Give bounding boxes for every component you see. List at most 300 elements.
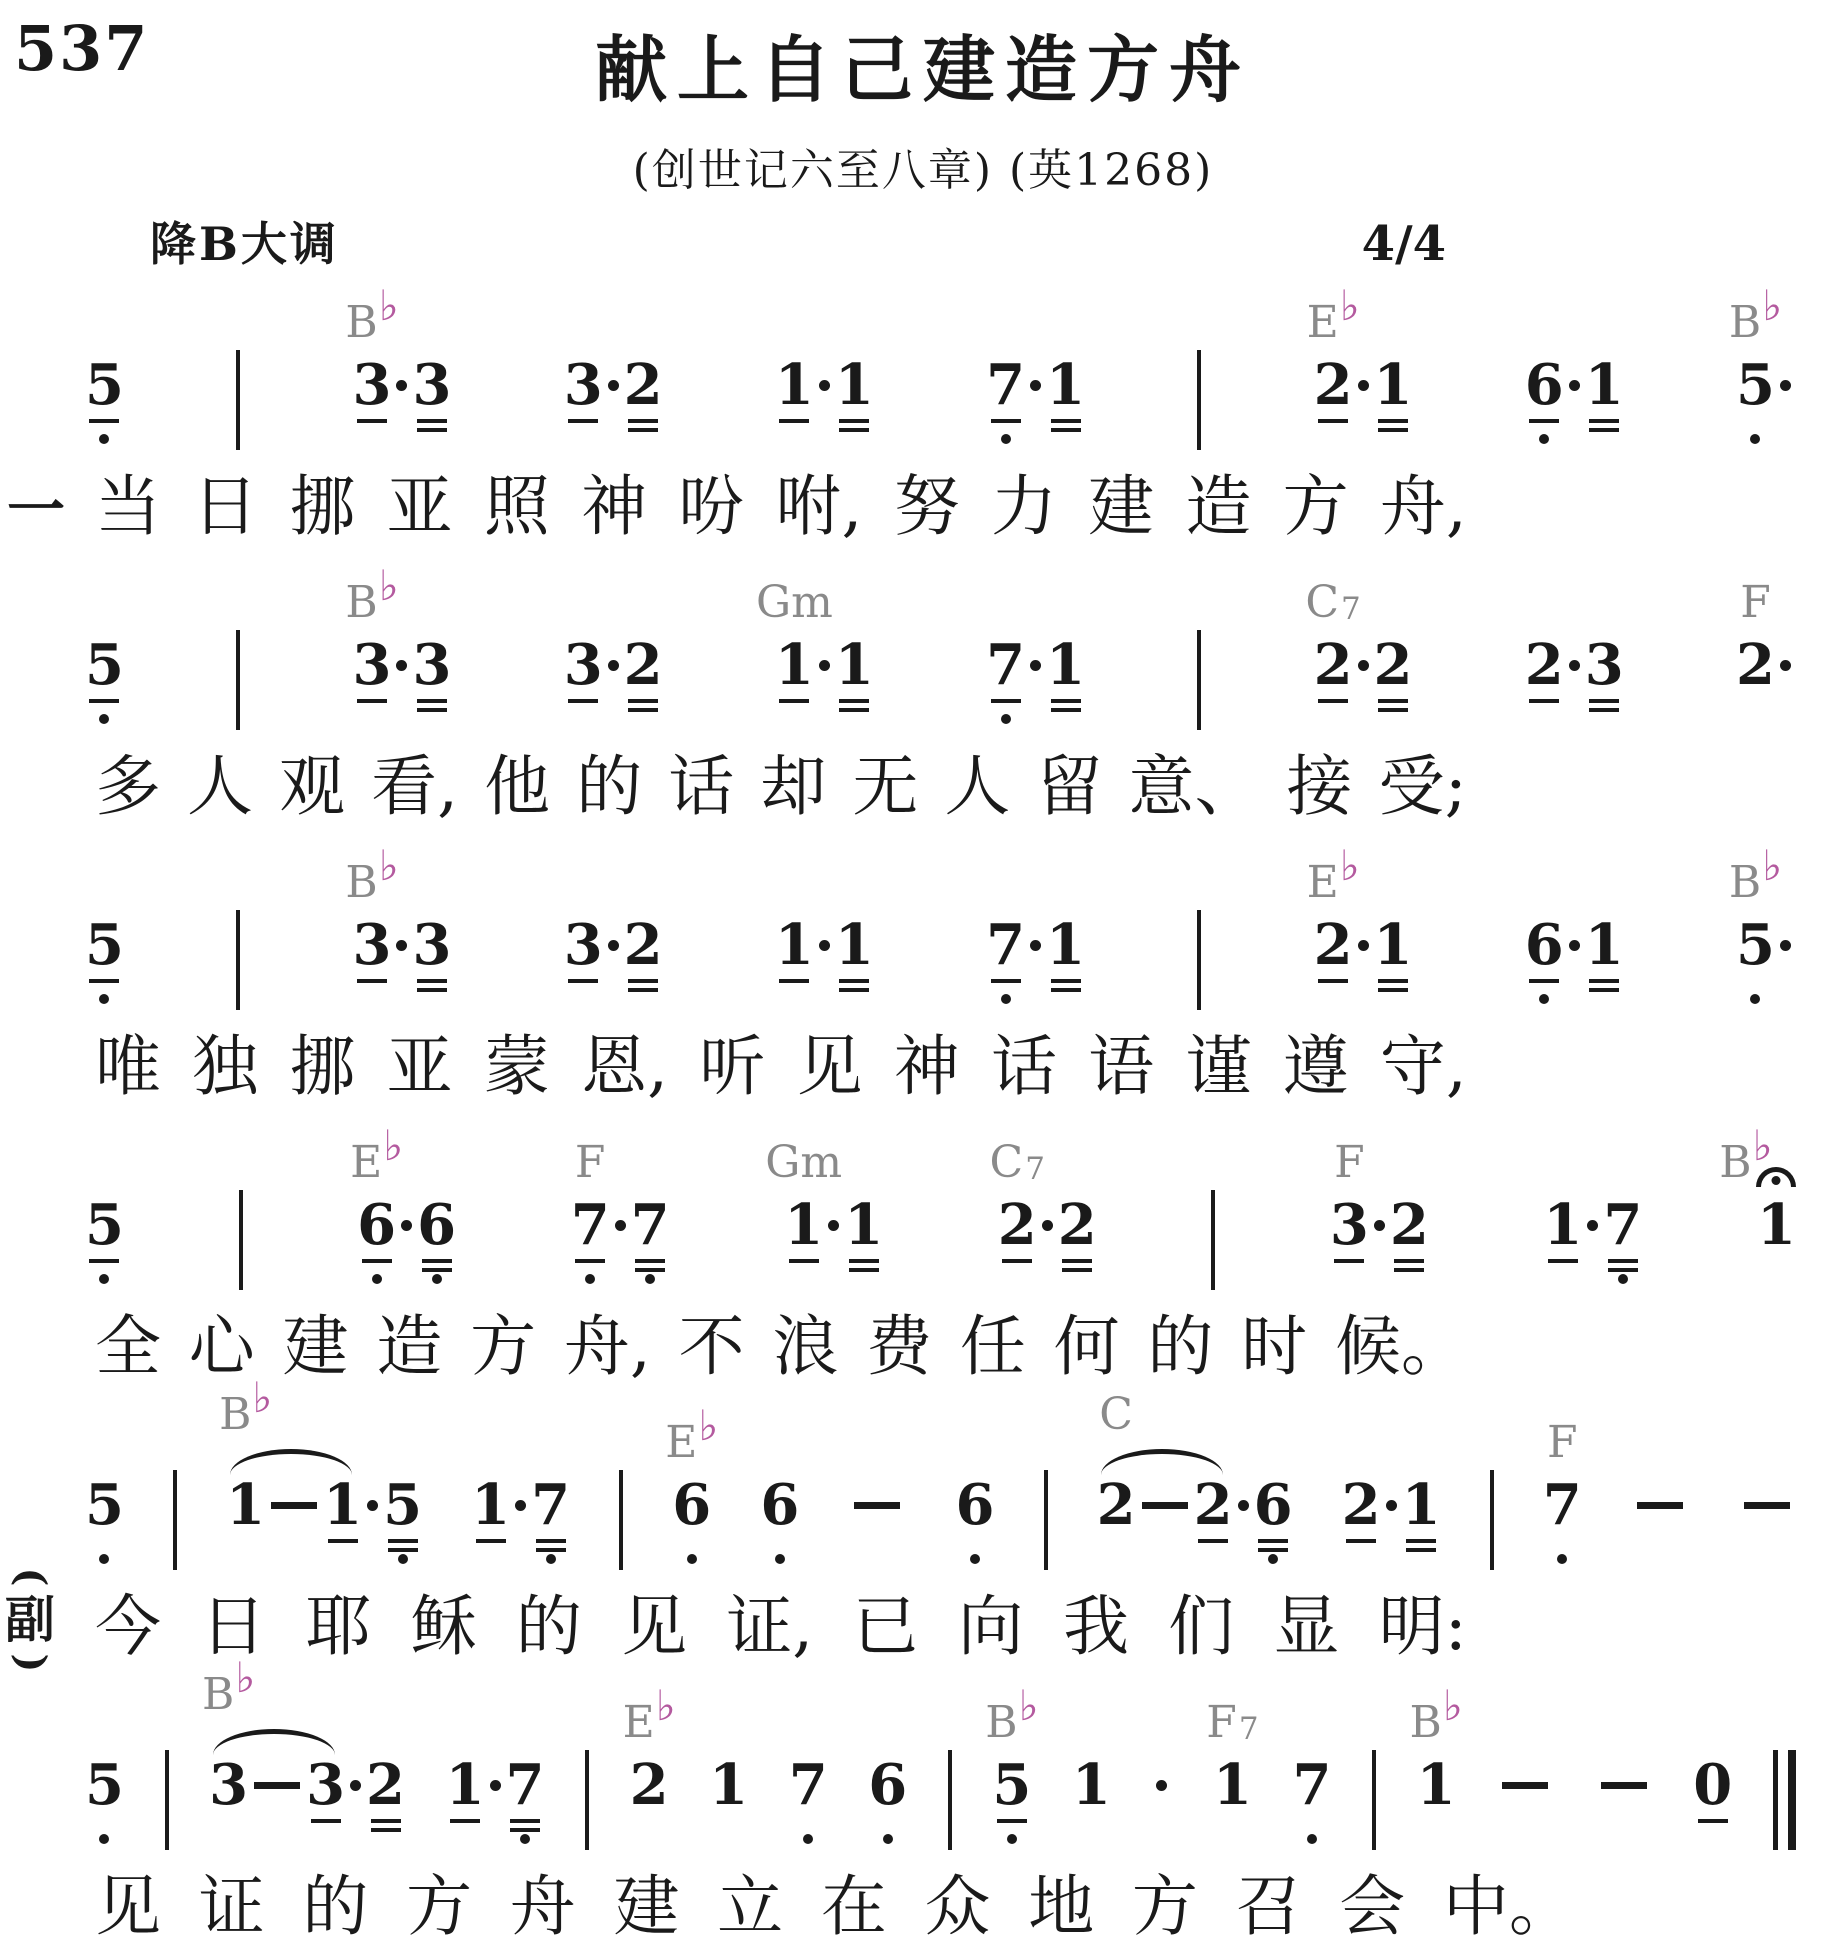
note-digit: 3 xyxy=(352,631,392,698)
tie-arc xyxy=(213,1729,335,1755)
lyric-char: 独 xyxy=(192,1027,259,1105)
note-group xyxy=(345,840,452,1006)
octave-dot-area xyxy=(99,1832,109,1846)
note-digit: 1 xyxy=(774,631,814,698)
chord-root: F xyxy=(1547,1416,1578,1468)
underline-area xyxy=(371,1813,401,1832)
underline-area xyxy=(1051,693,1081,712)
underline-area xyxy=(1548,1253,1578,1272)
underline-area xyxy=(991,413,1021,432)
duration-underline xyxy=(635,1259,665,1263)
lyric-char: 的 xyxy=(302,1867,369,1945)
duration-underline xyxy=(417,428,447,432)
lyric-char: 会 xyxy=(1339,1867,1406,1945)
note-3 xyxy=(202,1652,256,1846)
low-octave-dot xyxy=(99,714,109,724)
underline-area xyxy=(628,693,658,712)
augmentation-dot xyxy=(396,380,407,391)
lyric-char: 挪 xyxy=(289,468,356,545)
chord-label xyxy=(345,281,399,348)
low-octave-dot xyxy=(883,1834,893,1844)
note-2 xyxy=(1389,1191,1429,1286)
barline xyxy=(239,1190,243,1290)
duration-underline xyxy=(839,708,869,712)
note-1 xyxy=(1719,1120,1796,1286)
note-7 xyxy=(986,911,1026,1006)
lyric-char: 浪 xyxy=(772,1307,839,1385)
low-octave-dot xyxy=(99,1274,109,1284)
augmentation-dot xyxy=(1587,1220,1598,1231)
note-digit: 2 xyxy=(1313,911,1353,978)
hymn-title: 献上自己建造方舟 xyxy=(594,27,1251,112)
underline-area xyxy=(1529,693,1559,712)
duration-underline xyxy=(357,419,387,423)
lyric-char: 日 xyxy=(192,468,259,545)
duration-underline xyxy=(1589,979,1619,983)
key-time-row xyxy=(150,208,1446,274)
duration-dash xyxy=(1142,1502,1188,1509)
note-7 xyxy=(570,1136,610,1286)
flat-icon: ♭ xyxy=(378,560,399,610)
duration-underline xyxy=(311,1819,341,1823)
lyric-char: 话 xyxy=(990,1027,1057,1105)
lyric-char: 的 xyxy=(515,1587,582,1665)
underline-area xyxy=(789,1253,819,1272)
note-digit: 2 xyxy=(1313,352,1353,418)
lyric-char: 人 xyxy=(944,747,1011,825)
augmentation-dot xyxy=(1374,1220,1385,1231)
note-2 xyxy=(1057,1191,1097,1286)
augmentation-dot xyxy=(1238,1500,1249,1511)
note-group xyxy=(202,1652,405,1846)
note-1 xyxy=(774,911,814,1006)
note-group xyxy=(445,1751,545,1846)
lyrics-line-5 xyxy=(5,1567,1467,1673)
octave-dot-area xyxy=(775,1552,785,1566)
note-group xyxy=(755,576,874,726)
chorus-label: 副 xyxy=(5,1589,55,1649)
note-3 xyxy=(563,631,603,726)
note-digit: 5 xyxy=(85,1191,124,1258)
lyric-char: 他 xyxy=(484,747,551,825)
barline xyxy=(1044,1470,1048,1570)
note-digit: 1 xyxy=(471,1471,511,1538)
note-group xyxy=(563,631,663,726)
underline-area xyxy=(1198,1533,1228,1552)
underline-area xyxy=(1062,1253,1092,1272)
duration-underline xyxy=(1051,708,1081,712)
octave-dot-area xyxy=(1539,432,1549,446)
lyric-char: 我 xyxy=(1062,1587,1129,1665)
chord-root: E xyxy=(665,1416,698,1468)
underline-area xyxy=(1318,973,1348,992)
duration-underline xyxy=(1406,1539,1436,1543)
note-1 xyxy=(1373,352,1413,446)
duration-underline xyxy=(1589,419,1619,423)
lyric-char: 时 xyxy=(1241,1307,1308,1385)
note-3 xyxy=(563,352,603,446)
chord-root: B xyxy=(1728,297,1762,348)
underline-area xyxy=(1318,693,1348,712)
note-group xyxy=(1305,576,1413,726)
underline-area xyxy=(839,413,869,432)
duration-underline xyxy=(628,988,658,992)
note-1 xyxy=(445,1751,485,1846)
lyric-char: 舟, xyxy=(563,1307,651,1385)
duration-underline xyxy=(1378,988,1408,992)
duration-underline xyxy=(1318,979,1348,983)
note-digit: 2 xyxy=(629,1751,669,1818)
chord-seventh: 7 xyxy=(1238,1710,1259,1747)
note-1 xyxy=(1584,911,1624,1006)
note-digit: 5 xyxy=(85,911,124,978)
duration-underline xyxy=(1608,1259,1638,1263)
augmentation-dot xyxy=(1156,1780,1167,1791)
octave-dot-area xyxy=(687,1552,697,1566)
lyric-char: 听 xyxy=(699,1027,766,1105)
chord-label xyxy=(1728,281,1783,348)
augmentation-dot xyxy=(1030,660,1041,671)
lyric-char: 造 xyxy=(1185,468,1252,545)
duration-dash xyxy=(271,1502,317,1509)
note-2 xyxy=(1305,576,1361,726)
chord-root: B xyxy=(1719,1136,1752,1188)
chord-label xyxy=(345,560,399,628)
note-group xyxy=(1524,631,1624,726)
duration-underline xyxy=(991,699,1021,703)
underline-area xyxy=(1378,693,1408,712)
flat-icon: ♭ xyxy=(235,1652,256,1702)
lyrics-line-3 xyxy=(95,1027,1467,1105)
chord-root: B xyxy=(202,1668,235,1720)
note-1 xyxy=(1543,1191,1583,1286)
duration-underline xyxy=(1529,699,1559,703)
duration-underline xyxy=(628,708,658,712)
underline-area xyxy=(536,1533,566,1552)
lyric-char: 费 xyxy=(866,1307,933,1385)
duration-dash xyxy=(854,1502,900,1509)
chord-label xyxy=(1305,576,1361,628)
chord-root: Gm xyxy=(755,576,833,628)
music-line-5 xyxy=(0,1372,1846,1566)
underline-area xyxy=(362,1253,392,1272)
note-0 xyxy=(1693,1751,1733,1846)
note-digit: 1 xyxy=(226,1471,266,1538)
note-digit: 6 xyxy=(1253,1471,1293,1538)
octave-dot-area xyxy=(1557,1552,1567,1566)
note-digit: 5 xyxy=(85,1751,124,1818)
duration-underline xyxy=(89,1259,119,1263)
note-digit: 1 xyxy=(1543,1191,1583,1258)
underline-area xyxy=(417,973,447,992)
note-digit: 1 xyxy=(1071,1751,1111,1818)
lyric-char: 在 xyxy=(820,1867,887,1945)
augmentation-dot xyxy=(1780,660,1791,671)
chord-root: Gm xyxy=(765,1136,843,1188)
note-1 xyxy=(1409,1680,1463,1846)
note-group xyxy=(1096,1388,1293,1566)
note-digit: 2 xyxy=(1057,1191,1097,1258)
note-digit: 1 xyxy=(1212,1751,1252,1818)
underline-area xyxy=(997,1813,1027,1832)
chord-label xyxy=(1740,576,1771,628)
flat-icon: ♭ xyxy=(1018,1680,1039,1730)
low-octave-dot xyxy=(1618,1274,1628,1284)
chord-root: F xyxy=(1206,1696,1237,1748)
duration-underline xyxy=(1258,1539,1288,1543)
augmentation-dot xyxy=(1569,380,1580,391)
note-digit: 3 xyxy=(306,1751,346,1818)
note-5 xyxy=(1728,840,1783,1006)
note-group xyxy=(986,911,1086,1006)
lyric-char: 不 xyxy=(678,1307,745,1385)
note-2 xyxy=(1735,576,1775,726)
hymn-number: 537 xyxy=(14,12,150,85)
note-2 xyxy=(1306,840,1360,1006)
low-octave-dot xyxy=(99,1834,109,1844)
octave-dot-area xyxy=(99,992,109,1006)
note-group xyxy=(774,911,874,1006)
barline xyxy=(1372,1750,1376,1850)
low-octave-dot xyxy=(99,1554,109,1564)
note-digit: 3 xyxy=(1584,631,1624,698)
note-group xyxy=(563,352,663,446)
lyric-char: 建 xyxy=(613,1867,680,1945)
note-1 xyxy=(774,352,814,446)
system-4 xyxy=(0,1114,1846,1384)
note-1 xyxy=(1584,352,1624,446)
note-digit: 5 xyxy=(1735,911,1775,978)
note-digit: 7 xyxy=(570,1191,610,1258)
lyric-char: 日 xyxy=(200,1587,267,1665)
low-octave-dot xyxy=(775,1554,785,1564)
barline xyxy=(948,1750,952,1850)
lyric-char: 遵 xyxy=(1282,1027,1349,1105)
underline-area xyxy=(779,693,809,712)
lyric-char: 见 xyxy=(621,1587,688,1665)
octave-dot-area xyxy=(1750,992,1760,1006)
lyric-char: 无 xyxy=(852,747,919,825)
underline-area xyxy=(357,973,387,992)
note-group xyxy=(1306,840,1413,1006)
duration-underline xyxy=(1394,1268,1424,1272)
duration-underline xyxy=(779,979,809,983)
duration-underline xyxy=(628,979,658,983)
chorus-paren-close: ) xyxy=(7,1653,54,1673)
chord-label xyxy=(202,1652,256,1720)
note-1 xyxy=(834,911,874,1006)
augmentation-dot xyxy=(1358,940,1369,951)
augmentation-dot xyxy=(396,660,407,671)
duration-underline xyxy=(371,1828,401,1832)
lyric-char: 话 xyxy=(668,747,735,825)
note-group xyxy=(1524,352,1624,446)
note-digit: 2 xyxy=(1193,1471,1233,1538)
augmentation-dot xyxy=(350,1780,361,1791)
note-digit: 1 xyxy=(834,911,874,978)
chord-label xyxy=(1547,1416,1578,1468)
note-6 xyxy=(1524,911,1564,1006)
underline-area xyxy=(422,1253,452,1272)
augmentation-dot xyxy=(608,380,619,391)
note-digit: 1 xyxy=(774,911,814,978)
flat-icon: ♭ xyxy=(1762,840,1783,890)
low-octave-dot xyxy=(1750,994,1760,1004)
lyric-char: 显 xyxy=(1273,1587,1340,1665)
chord-label xyxy=(755,576,833,628)
note-group xyxy=(1735,576,1796,726)
lyric-char: 多 xyxy=(95,747,161,825)
low-octave-dot xyxy=(1539,434,1549,444)
note-digit: 2 xyxy=(997,1191,1037,1258)
duration-underline xyxy=(839,988,869,992)
duration-underline xyxy=(1394,1259,1424,1263)
augmentation-dot xyxy=(828,1220,839,1231)
note-digit: 7 xyxy=(986,352,1026,418)
augmentation-dot xyxy=(608,940,619,951)
note-7 xyxy=(630,1191,670,1286)
note-1 xyxy=(834,631,874,726)
lyric-char: 中。 xyxy=(1442,1867,1575,1945)
low-octave-dot xyxy=(1557,1554,1567,1564)
low-octave-dot xyxy=(1750,434,1760,444)
note-5 xyxy=(383,1471,423,1566)
underline-area xyxy=(89,973,119,992)
flat-icon: ♭ xyxy=(1339,840,1360,890)
note-5 xyxy=(85,911,124,1006)
underline-area xyxy=(1406,1533,1436,1552)
note-group xyxy=(765,1136,884,1286)
lyric-char: 们 xyxy=(1168,1587,1235,1665)
duration-underline xyxy=(1698,1819,1728,1823)
chord-root: F xyxy=(1740,576,1771,628)
underline-area xyxy=(568,973,598,992)
chord-label xyxy=(1206,1696,1259,1748)
underline-area xyxy=(417,413,447,432)
augmentation-dot xyxy=(615,1220,626,1231)
underline-area xyxy=(839,693,869,712)
chord-root: E xyxy=(1306,297,1339,348)
chord-label xyxy=(1728,840,1783,908)
duration-underline xyxy=(1334,1259,1364,1263)
lyric-char: 语 xyxy=(1088,1027,1155,1105)
duration-underline xyxy=(575,1259,605,1263)
duration-underline xyxy=(568,419,598,423)
duration-underline xyxy=(1589,708,1619,712)
duration-underline xyxy=(89,699,119,703)
chord-label xyxy=(1099,1388,1133,1440)
barline xyxy=(236,350,240,450)
underline-area xyxy=(849,1253,879,1272)
note-6 xyxy=(350,1120,404,1286)
underline-area xyxy=(1334,1253,1364,1272)
note-digit: 7 xyxy=(986,911,1026,978)
octave-dot-area xyxy=(803,1832,813,1846)
barline xyxy=(585,1750,589,1850)
duration-underline xyxy=(628,428,658,432)
note-digit: 1 xyxy=(1046,631,1086,698)
note-2 xyxy=(1193,1471,1233,1566)
duration-underline xyxy=(1529,419,1559,423)
lyrics-line-6 xyxy=(95,1867,1575,1945)
augmentation-dot xyxy=(1780,940,1791,951)
octave-dot-area xyxy=(1001,432,1011,446)
final-barline xyxy=(1773,1750,1796,1850)
low-octave-dot xyxy=(1539,994,1549,1004)
note-2 xyxy=(1306,281,1360,446)
barline xyxy=(165,1750,169,1850)
tie-arc xyxy=(1101,1449,1223,1475)
note-digit: 7 xyxy=(1292,1751,1332,1818)
lyric-char: 何 xyxy=(1053,1307,1120,1385)
augmentation-dot xyxy=(1042,1220,1053,1231)
note-group xyxy=(986,631,1086,726)
note-digit: 1 xyxy=(323,1471,363,1538)
augmentation-dot xyxy=(819,660,830,671)
barline xyxy=(1197,630,1201,730)
note-group xyxy=(989,1136,1097,1286)
lyric-char: 明: xyxy=(1378,1587,1467,1665)
underline-area xyxy=(991,973,1021,992)
note-digit: 1 xyxy=(1756,1191,1796,1258)
duration-underline xyxy=(1002,1259,1032,1263)
duration-underline xyxy=(849,1268,879,1272)
note-digit: 7 xyxy=(505,1751,545,1818)
note-6 xyxy=(665,1400,719,1566)
note-1 xyxy=(844,1191,884,1286)
chord-root: B xyxy=(1409,1696,1442,1748)
time-signature: 4/4 xyxy=(1361,216,1446,272)
duration-underline xyxy=(1548,1259,1578,1263)
lyric-char: 吩 xyxy=(678,468,745,545)
low-octave-dot xyxy=(1001,434,1011,444)
low-octave-dot xyxy=(1268,1554,1278,1564)
octave-dot-area xyxy=(1001,992,1011,1006)
duration-underline xyxy=(357,979,387,983)
augmentation-dot xyxy=(1569,940,1580,951)
underline-area xyxy=(89,693,119,712)
note-5 xyxy=(1728,281,1783,446)
note-digit: 3 xyxy=(563,631,603,698)
note-digit: 5 xyxy=(85,631,124,698)
low-octave-dot xyxy=(398,1554,408,1564)
underline-area xyxy=(1002,1253,1032,1272)
low-octave-dot xyxy=(1307,1834,1317,1844)
underline-area xyxy=(628,973,658,992)
lyric-char: 观 xyxy=(279,747,346,825)
duration-underline xyxy=(568,979,598,983)
note-3 xyxy=(412,352,452,446)
note-group xyxy=(345,281,452,446)
lyrics-line-4 xyxy=(95,1307,1467,1385)
duration-underline xyxy=(1051,988,1081,992)
underline-area xyxy=(417,693,447,712)
note-digit: 2 xyxy=(1389,1191,1429,1258)
lyric-char: 召 xyxy=(1235,1867,1302,1945)
duration-dash xyxy=(1601,1782,1647,1789)
lyric-char: 证 xyxy=(198,1867,265,1945)
octave-dot-area xyxy=(99,1272,109,1286)
barline xyxy=(1197,910,1201,1010)
note-digit: 3 xyxy=(563,352,603,418)
chord-label xyxy=(622,1680,676,1748)
note-digit: 1 xyxy=(834,352,874,418)
tie-arc xyxy=(230,1449,352,1475)
octave-dot-area xyxy=(883,1832,893,1846)
note-digit: 5 xyxy=(383,1471,423,1538)
note-digit: 1 xyxy=(1046,352,1086,418)
augmentation-dot xyxy=(401,1220,412,1231)
